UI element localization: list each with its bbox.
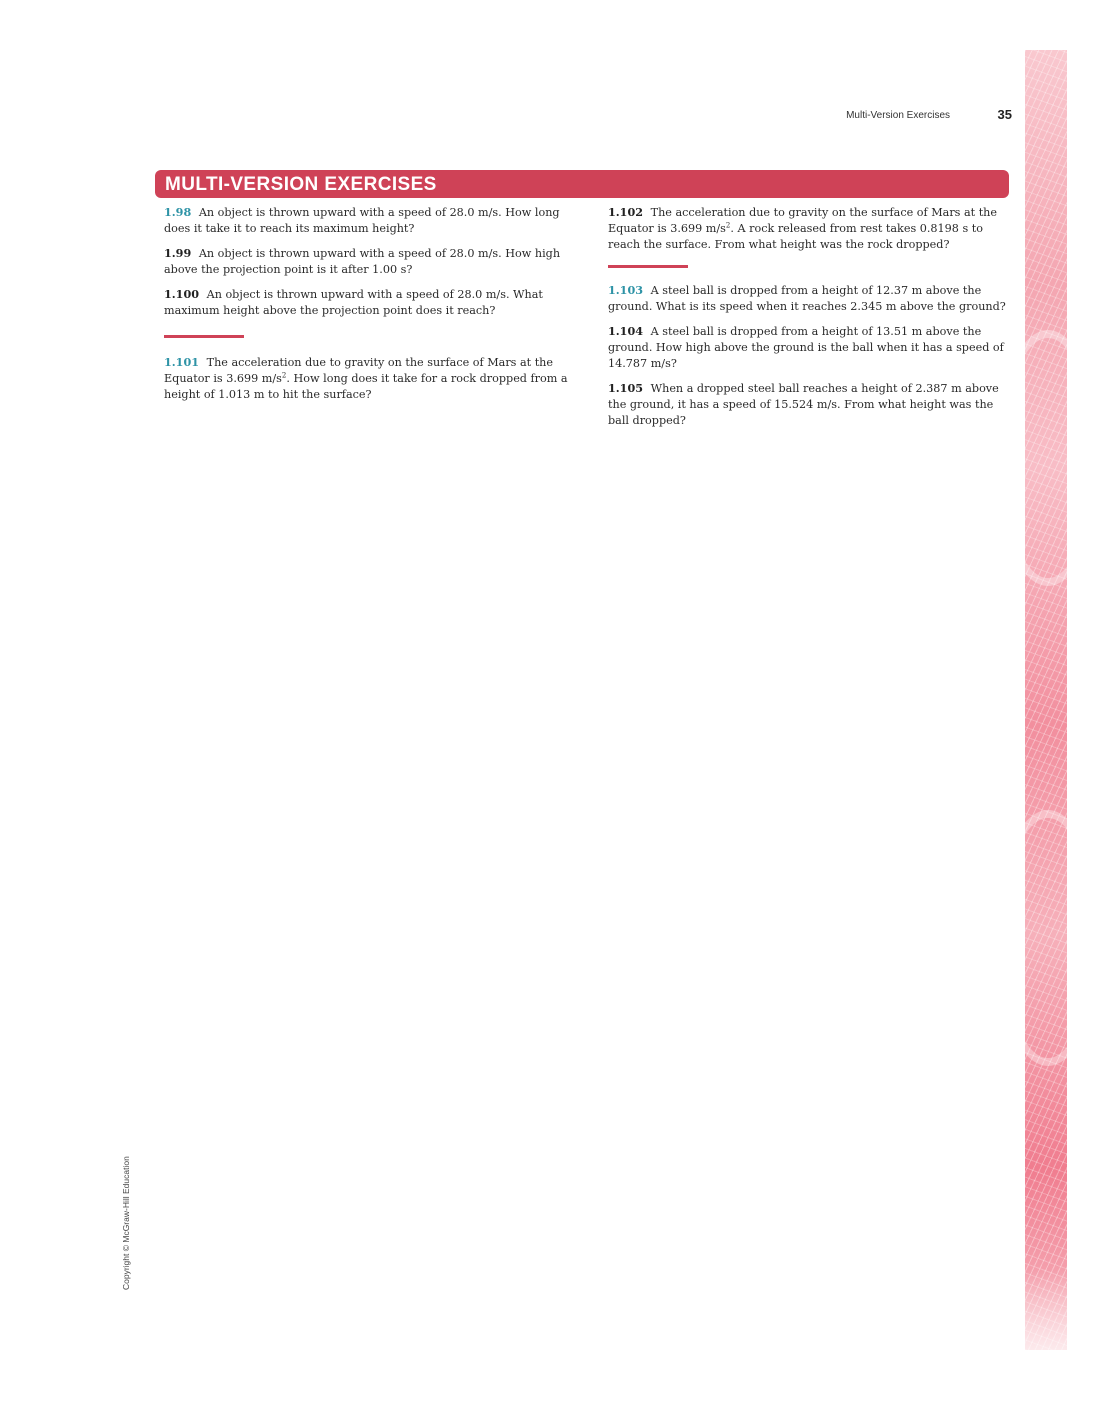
decorative-fade [1025, 1270, 1067, 1350]
exercise-number: 1.99 [164, 246, 192, 260]
exercise-text: An object is thrown upward with a speed of 28.0 m/s. What maximum height above the projection point does it reach? [164, 288, 543, 317]
exercise-1-102 [608, 204, 1012, 253]
exercise-number: 1.100 [164, 287, 200, 301]
exercise-1-100 [164, 286, 568, 319]
decorative-side-strip [1025, 50, 1067, 1350]
exercise-1-101 [164, 354, 568, 403]
exercise-text: When a dropped steel ball reaches a height of 2.387 m above the ground, it has a speed of 15.524 m/s. From what height was the ball dropped? [608, 382, 999, 427]
exercise-1-105 [608, 380, 1012, 429]
exercise-number: 1.103 [608, 283, 644, 297]
section-divider [164, 335, 244, 338]
exercise-1-98 [164, 204, 568, 237]
page-number: 35 [997, 107, 1012, 122]
exercise-number: 1.98 [164, 205, 192, 219]
exercise-text: A steel ball is dropped from a height of 12.37 m above the ground. What is its speed when it reaches 2.345 m above the ground? [608, 284, 1006, 313]
exercise-text: A steel ball is dropped from a height of 13.51 m above the ground. How high above the ground is the ball when it has a speed of 14.787 m/s? [608, 325, 1004, 370]
right-column [608, 204, 1012, 437]
decorative-swirl [1025, 330, 1067, 586]
exercise-1-103 [608, 282, 1012, 315]
exercise-number: 1.102 [608, 205, 644, 219]
running-title: Multi-Version Exercises [846, 110, 950, 121]
exercise-1-104 [608, 323, 1012, 372]
section-divider [608, 265, 688, 268]
exercise-number: 1.105 [608, 381, 644, 395]
copyright-notice: Copyright © McGraw-Hill Education [121, 1156, 131, 1290]
exercise-text: The acceleration due to gravity on the surface of Mars at the Equator is 3.699 $m/s^2$. How long does it take for a rock dropped from a height of 1.013 m to hit the surface? [164, 356, 568, 401]
exercise-text: An object is thrown upward with a speed of 28.0 m/s. How high above the projection point is it after 1.00 s? [164, 247, 561, 276]
exercise-text: An object is thrown upward with a speed of 28.0 m/s. How long does it take it to reach its maximum height? [164, 206, 560, 235]
decorative-swirl [1025, 810, 1067, 1066]
section-banner [155, 170, 1009, 198]
exercise-1-99 [164, 245, 568, 278]
section-title: MULTI-VERSION EXERCISES [165, 174, 437, 195]
page-header [780, 108, 1012, 126]
exercise-text: The acceleration due to gravity on the surface of Mars at the Equator is 3.699 $m/s^2$. A rock released from rest takes 0.8198 s to reach the surface. From what height was the rock dropped? [608, 206, 998, 251]
exercise-number: 1.104 [608, 324, 644, 338]
exercise-number: 1.101 [164, 355, 200, 369]
left-column [164, 204, 568, 411]
